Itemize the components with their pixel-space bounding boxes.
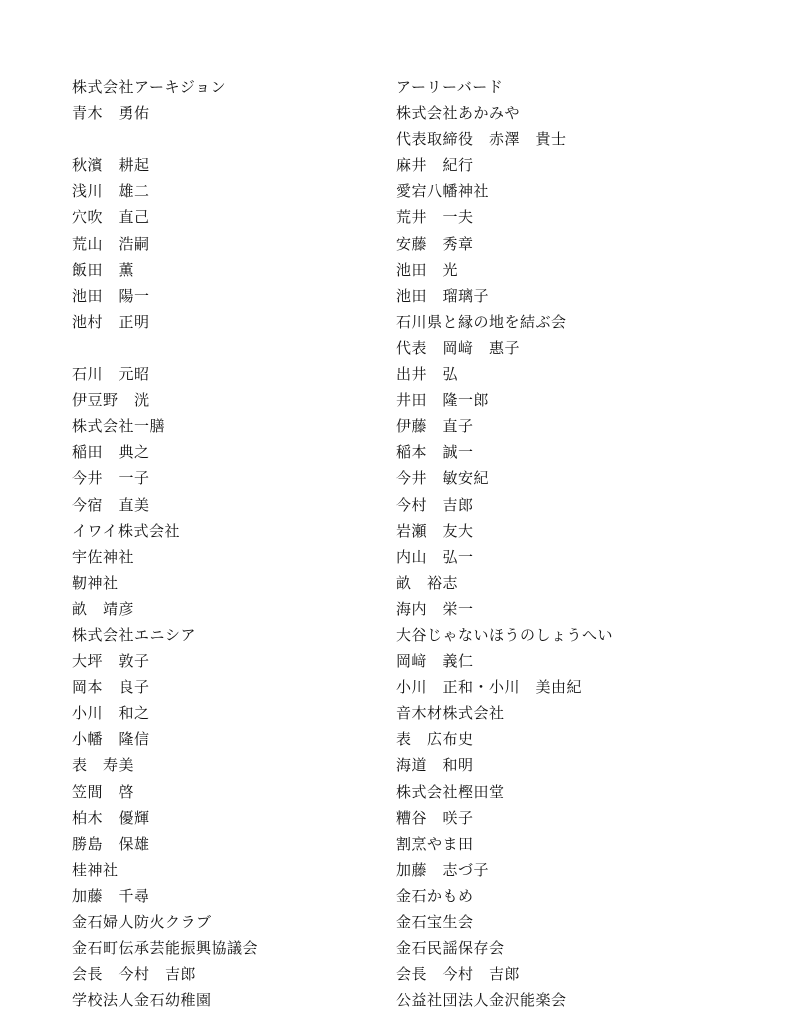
name-entry: イワイ株式会社 (72, 521, 181, 540)
name-entry: 畝 裕志 (396, 573, 459, 592)
left-name-column (72, 74, 372, 1013)
name-entry: 伊豆野 洸 (72, 391, 150, 410)
name-entry: 岡本 良子 (72, 678, 150, 697)
name-entry: 加藤 志づ子 (396, 860, 490, 879)
name-entry: 勝島 保雄 (72, 834, 150, 853)
name-entry: 愛宕八幡神社 (396, 182, 490, 201)
name-entry: 金石婦人防火クラブ (72, 913, 212, 931)
right-name-column (396, 74, 786, 1013)
name-entry: 小川 正和・小川 美由紀 (396, 678, 583, 697)
name-entry: 池村 正明 (72, 312, 150, 331)
name-entry: 柏木 優輝 (72, 808, 150, 827)
name-entry: 表 寿美 (72, 756, 135, 775)
name-entry: 笠間 啓 (72, 782, 135, 801)
name-entry: 荒井 一夫 (396, 208, 474, 227)
name-entry: 公益社団法人金沢能楽会 (396, 991, 567, 1010)
name-entry: 浅川 雄二 (72, 182, 150, 201)
name-entry: 石川県と縁の地を結ぶ会 (396, 312, 567, 331)
name-entry: 大谷じゃないほうのしょうへい (396, 625, 614, 644)
name-entry: 桂神社 (72, 860, 119, 879)
name-entry: 糟谷 咲子 (396, 808, 474, 827)
name-entry: 荒山 浩嗣 (72, 234, 150, 253)
name-entry: 代表 岡﨑 惠子 (396, 338, 521, 357)
name-entry: 穴吹 直己 (72, 208, 150, 227)
name-entry: 今井 敏安紀 (396, 469, 490, 488)
name-entry: 麻井 紀行 (396, 156, 474, 175)
name-entry: アーリーバード (396, 78, 504, 96)
name-entry: 小川 和之 (72, 704, 150, 723)
name-entry: 金石かもめ (396, 886, 474, 905)
name-entry: 秋濱 耕起 (72, 156, 150, 175)
name-entry: 会長 今村 吉郎 (396, 965, 521, 984)
blank-line (72, 335, 372, 361)
name-entry: 靭神社 (72, 573, 119, 592)
blank-line (72, 126, 372, 152)
name-entry: 岡﨑 義仁 (396, 652, 474, 671)
name-entry: 株式会社樫田堂 (396, 782, 505, 801)
name-entry: 稲本 誠一 (396, 443, 474, 462)
name-entry: 伊藤 直子 (396, 417, 474, 436)
name-entry: 株式会社あかみや (396, 104, 521, 123)
name-entry: 音木材株式会社 (396, 704, 505, 723)
name-entry: 表 広布史 (396, 730, 474, 749)
name-entry: 小幡 隆信 (72, 730, 150, 749)
name-entry: 内山 弘一 (396, 547, 474, 566)
name-entry: 株式会社アーキジョン (72, 78, 227, 96)
name-entry: 株式会社一膳 (72, 417, 166, 436)
name-entry: 金石宝生会 (396, 913, 474, 931)
name-entry: 今宿 直美 (72, 495, 150, 514)
name-entry: 今井 一子 (72, 469, 150, 488)
name-entry: 畝 靖彦 (72, 599, 135, 618)
name-entry: 宇佐神社 (72, 547, 135, 566)
name-entry: 大坪 敦子 (72, 652, 150, 671)
name-entry: 会長 今村 吉郎 (72, 965, 197, 984)
name-entry: 安藤 秀章 (396, 234, 474, 253)
name-entry: 金石民謡保存会 (396, 939, 505, 958)
name-entry: 飯田 薫 (72, 260, 135, 279)
name-entry: 出井 弘 (396, 365, 459, 384)
name-entry: 青木 勇佑 (72, 104, 150, 123)
name-entry: 稲田 典之 (72, 443, 150, 462)
name-entry: 学校法人金石幼稚園 (72, 991, 212, 1010)
name-entry: 株式会社エニシア (72, 625, 197, 644)
name-entry: 金石町伝承芸能振興協議会 (72, 939, 259, 958)
name-entry: 今村 吉郎 (396, 495, 474, 514)
name-entry: 池田 陽一 (72, 286, 150, 305)
name-entry: 海内 栄一 (396, 599, 474, 618)
name-entry: 岩瀬 友大 (396, 521, 474, 540)
name-entry: 割烹やま田 (396, 834, 474, 853)
name-entry: 井田 隆一郎 (396, 391, 490, 410)
name-entry: 代表取締役 赤澤 貴士 (396, 130, 567, 149)
name-entry: 池田 瑠璃子 (396, 286, 490, 305)
name-entry: 海道 和明 (396, 756, 474, 775)
name-entry: 加藤 千尋 (72, 886, 150, 905)
name-entry: 石川 元昭 (72, 365, 150, 384)
name-entry: 池田 光 (396, 260, 459, 279)
